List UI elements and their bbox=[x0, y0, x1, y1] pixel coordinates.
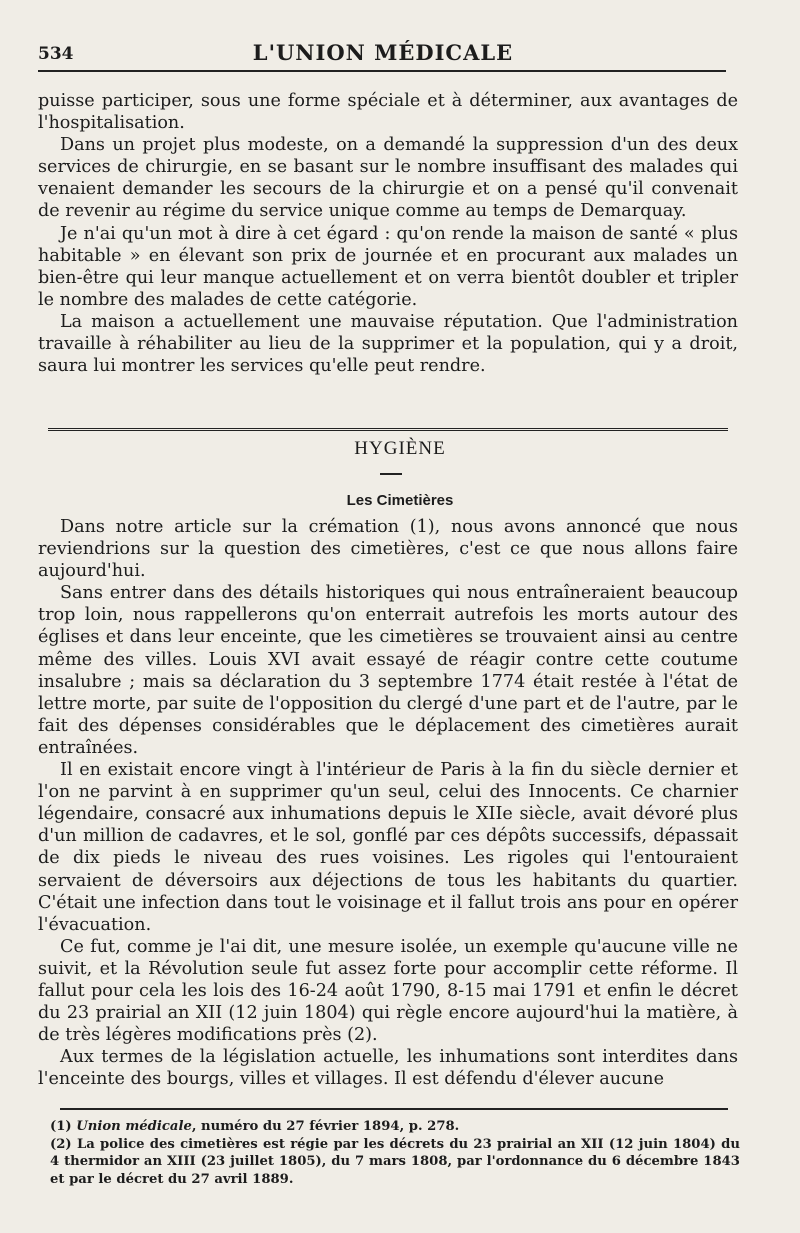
footnote-2: (2) La police des cimetières est régie par les décrets du 23 prairial an XII (12 juin 1804) du 4 thermidor an XIII (23 juillet 1805), du 7 mars 1808, par l'ordonnance du 6 décembre 1843 et par le décret du 27 avril 1889. bbox=[50, 1136, 740, 1187]
paragraph: Sans entrer dans des détails historiques qui nous entraîneraient beaucoup trop loin, nous rappellerons qu'on enterrait autrefois les morts autour des églises et dans leur enceinte, que les cimetières se trouvaient ainsi au centre même des villes. Louis XVI avait essayé de réagir contre cette coutume insalubre ; mais sa déclaration du 3 septembre 1774 était restée à l'état de lettre morte, par suite de l'opposition du clergé d'une part et de l'autre, par le fait des dépenses considérables que le déplacement des cimetières aurait entraînées. bbox=[38, 583, 738, 758]
footnote-rule bbox=[60, 1108, 728, 1110]
paragraph: Il en existait encore vingt à l'intérieur de Paris à la fin du siècle dernier et l'on ne parvint à en supprimer qu'un seul, celui des Innocents. Ce charnier légendaire, consacré aux inhumations depuis le XIIe siècle, avait dévoré plus d'un million de cadavres, et le sol, gonflé par ces dépôts successifs, dépassait de dix pieds le niveau des rues voisines. Les rigoles qui l'entouraient servaient de déversoirs aux déjections de tous les habitants du quartier. C'était une infection dans tout le voisinage et il fallut trois ans pour en opérer l'évacuation. bbox=[38, 760, 738, 935]
paragraph: Je n'ai qu'un mot à dire à cet égard : qu'on rende la maison de santé « plus habitable » en élevant son prix de journée et en procurant aux malades un bien-être qui leur manque actuellement et on verra bientôt doubler et tripler le nombre des malades de cette catégorie. bbox=[38, 223, 738, 310]
running-header bbox=[38, 38, 728, 68]
header-rule bbox=[38, 70, 726, 72]
paragraph: Ce fut, comme je l'ai dit, une mesure isolée, un exemple qu'aucune ville ne suivit, et la Révolution seule fut assez forte pour accomplir cette réforme. Il fallut pour cela les lois des 16-24 août 1790, 8-15 mai 1791 et enfin le décret du 23 prairial an XII (12 juin 1804) qui règle encore aujourd'hui la matière, à de très légères modifications près (2). bbox=[38, 936, 738, 1046]
section-title: HYGIÈNE bbox=[354, 438, 446, 459]
section-separator bbox=[48, 428, 728, 431]
section-text-block bbox=[38, 516, 738, 1090]
page-number: 534 bbox=[38, 44, 74, 64]
paragraph: Dans un projet plus modeste, on a demandé la suppression d'un des deux services de chirurgie, en se basant sur le nombre insuffisant des malades qui venaient demander les secours de la chirurgie et on a pensé qu'il convenait de revenir au régime du service unique comme au temps de Demarquay. bbox=[38, 135, 738, 222]
title-dash bbox=[380, 473, 402, 475]
footnote-marker: (1) bbox=[50, 1119, 72, 1134]
paragraph: Dans notre article sur la crémation (1), nous avons annoncé que nous reviendrions sur la question des cimetières, c'est ce que nous allons faire aujourd'hui. bbox=[38, 517, 738, 582]
journal-title: L'UNION MÉDICALE bbox=[252, 40, 514, 65]
footnote-text: , numéro du 27 février 1894, p. 278. bbox=[191, 1119, 460, 1134]
footnote-1 bbox=[50, 1118, 740, 1136]
paragraph: puisse participer, sous une forme spéciale et à déterminer, aux avantages de l'hospitalisation. bbox=[38, 91, 738, 134]
footnote-journal: Union médicale bbox=[76, 1119, 192, 1134]
section-subtitle: Les Cimetières bbox=[346, 492, 454, 509]
top-text-block bbox=[38, 90, 738, 377]
footnotes bbox=[50, 1118, 740, 1188]
paragraph: La maison a actuellement une mauvaise réputation. Que l'administration travaille à réhabiliter au lieu de la supprimer et la population, qui y a droit, saura lui montrer les services qu'elle peut rendre. bbox=[38, 311, 738, 377]
paragraph: Aux termes de la législation actuelle, les inhumations sont interdites dans l'enceinte des bourgs, villes et villages. Il est défendu d'élever aucune bbox=[38, 1047, 738, 1090]
